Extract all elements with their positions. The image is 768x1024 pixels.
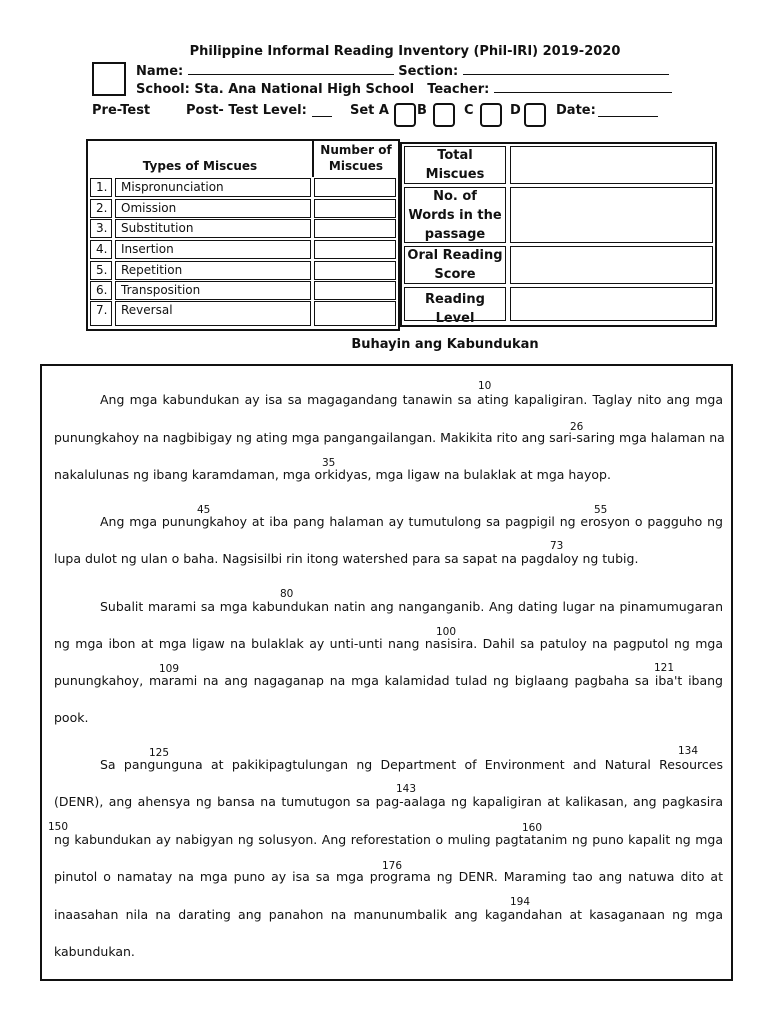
reading-passage: [40, 364, 733, 981]
posttest-label: Post- Test Level:: [186, 103, 307, 118]
section-field[interactable]: [463, 74, 669, 75]
school-label: School:: [136, 82, 190, 97]
words-line-3: passage: [424, 226, 486, 242]
word-count-marker: 73: [550, 540, 564, 552]
teacher-label: Teacher:: [427, 82, 490, 97]
passage-line: nakalulunas ng ibang karamdaman, mga orkidyas, mga ligaw na bulaklak at mga hayop.: [54, 467, 611, 482]
miscue-count-field[interactable]: [314, 261, 396, 280]
passage-title: Buhayin ang Kabundukan: [351, 337, 539, 352]
set-a-checkbox[interactable]: [394, 103, 416, 127]
passage-line: ng mga ibon at mga ligaw na bulaklak ay unti-unti nang nasisira. Dahil sa patuloy na pagputol ng mga: [54, 636, 723, 651]
number-header-1: Number of: [320, 143, 392, 157]
miscue-count-field[interactable]: [314, 219, 396, 238]
passage-line: punungkahoy na nagbibigay ng ating mga pangangailangan. Makikita rito ang sari-saring mga halaman na: [54, 430, 725, 445]
miscue-count-field[interactable]: [314, 301, 396, 326]
word-count-marker: 194: [510, 896, 531, 908]
word-count-marker: 121: [654, 662, 675, 674]
set-d-label: D: [510, 103, 521, 118]
miscue-row-num: 3.: [90, 219, 112, 238]
words-line-1: No. of: [433, 188, 477, 204]
miscue-row-num: 7.: [90, 301, 112, 326]
miscue-row-type: Insertion: [115, 240, 311, 259]
level-field[interactable]: [312, 116, 332, 117]
oral-score-field[interactable]: [510, 246, 713, 284]
passage-line: ng kabundukan ay nabigyan ng solusyon. Ang reforestation o muling pagtatanim ng puno kapalit ng mga: [54, 832, 723, 847]
passage-line: Sa pangunguna at pakikipagtulungan ng Department of Environment and Natural Resources: [100, 757, 723, 772]
date-field[interactable]: [598, 116, 658, 117]
words-label: [404, 187, 506, 243]
oral-line-2: Score: [434, 267, 476, 282]
word-count-marker: 109: [159, 663, 180, 675]
word-count-marker: 176: [382, 860, 403, 872]
word-count-marker: 26: [570, 421, 584, 433]
types-header: Types of Miscues: [142, 159, 258, 173]
level-text: Reading Level: [425, 292, 485, 326]
miscue-row-num: 5.: [90, 261, 112, 280]
total-line-1: Total: [437, 148, 473, 163]
pretest-label: Pre-Test: [92, 103, 151, 118]
reading-level-label: [404, 287, 506, 326]
passage-line: pinutol o namatay na mga puno ay isa sa mga programa ng DENR. Maraming tao ang natuwa dito at: [54, 869, 723, 884]
word-count-marker: 134: [678, 745, 699, 757]
total-line-2: Miscues: [425, 167, 485, 182]
word-count-marker: 55: [594, 504, 608, 516]
words-line-2: Words in the: [408, 207, 502, 223]
passage-line: lupa dulot ng ulan o baha. Nagsisilbi rin itong watershed para sa sapat na pagdaloy ng tubig.: [54, 551, 639, 566]
miscue-row-type: Omission: [115, 199, 311, 218]
miscue-row-num: 1.: [90, 178, 112, 197]
word-count-marker: 160: [522, 822, 543, 834]
section-label: Section:: [398, 64, 459, 79]
teacher-field[interactable]: [494, 92, 672, 93]
set-a-label: Set A: [350, 103, 389, 118]
miscue-row-type: Transposition: [115, 281, 311, 300]
name-label: Name:: [136, 64, 184, 79]
set-c-label: C: [464, 103, 474, 118]
word-count-marker: 80: [280, 588, 294, 600]
score-table: [400, 142, 717, 327]
set-b-label: B: [417, 103, 427, 118]
miscue-row-num: 4.: [90, 240, 112, 259]
set-b-checkbox[interactable]: [433, 103, 455, 127]
passage-line: inaasahan nila na darating ang panahon na manunumbalik ang kagandahan at kasaganaan ng mga: [54, 907, 723, 922]
miscue-count-field[interactable]: [314, 178, 396, 197]
passage-line: Subalit marami sa mga kabundukan natin ang nanganganib. Ang dating lugar na pinamumugaran: [100, 599, 723, 614]
word-count-marker: 35: [322, 457, 336, 469]
word-count-marker: 143: [396, 783, 417, 795]
total-miscues-field[interactable]: [510, 146, 713, 184]
name-row: [136, 64, 669, 79]
document-title: Philippine Informal Reading Inventory (Phil-IRI) 2019-2020: [189, 44, 621, 59]
words-field[interactable]: [510, 187, 713, 243]
set-d-checkbox[interactable]: [524, 103, 546, 127]
miscue-count-field[interactable]: [314, 281, 396, 300]
passage-line: Ang mga punungkahoy at iba pang halaman ay tumutulong sa pagpigil ng erosyon o pagguho ng: [100, 514, 723, 529]
passage-line: (DENR), ang ahensya ng bansa na tumutugon sa pag-aalaga ng kapaligiran at kalikasan, ang pagkasira: [54, 794, 723, 809]
set-c-checkbox[interactable]: [480, 103, 502, 127]
miscue-count-field[interactable]: [314, 199, 396, 218]
word-count-marker: 150: [48, 821, 69, 833]
oral-score-label: [404, 246, 506, 284]
passage-line: Ang mga kabundukan ay isa sa magagandang tanawin sa ating kapaligiran. Taglay nito ang mga: [100, 392, 723, 407]
number-header-2: Miscues: [328, 159, 384, 173]
miscue-count-field[interactable]: [314, 240, 396, 259]
passage-line: kabundukan.: [54, 944, 135, 959]
miscue-row-type: Substitution: [115, 219, 311, 238]
miscue-row-type: Repetition: [115, 261, 311, 280]
miscue-row-num: 6.: [90, 281, 112, 300]
school-row: [136, 82, 672, 97]
word-count-marker: 100: [436, 626, 457, 638]
oral-line-1: Oral Reading: [407, 248, 503, 263]
miscue-row-num: 2.: [90, 199, 112, 218]
miscue-row-type: Reversal: [115, 301, 311, 326]
word-count-marker: 10: [478, 380, 492, 392]
word-count-marker: 125: [149, 747, 170, 759]
passage-line: punungkahoy, marami na ang nagaganap na mga kalamidad tulad ng biglaang pagbaha sa iba't ibang: [54, 673, 723, 688]
checkbox[interactable]: [92, 62, 126, 96]
date-label: Date:: [556, 103, 596, 118]
reading-level-field[interactable]: [510, 287, 713, 321]
total-miscues-label: [404, 146, 506, 184]
miscues-table: [86, 139, 400, 331]
miscue-row-type: Mispronunciation: [115, 178, 311, 197]
passage-line: pook.: [54, 710, 89, 725]
word-count-marker: 45: [197, 504, 211, 516]
school-value: Sta. Ana National High School: [194, 82, 415, 97]
name-field[interactable]: [188, 74, 394, 75]
